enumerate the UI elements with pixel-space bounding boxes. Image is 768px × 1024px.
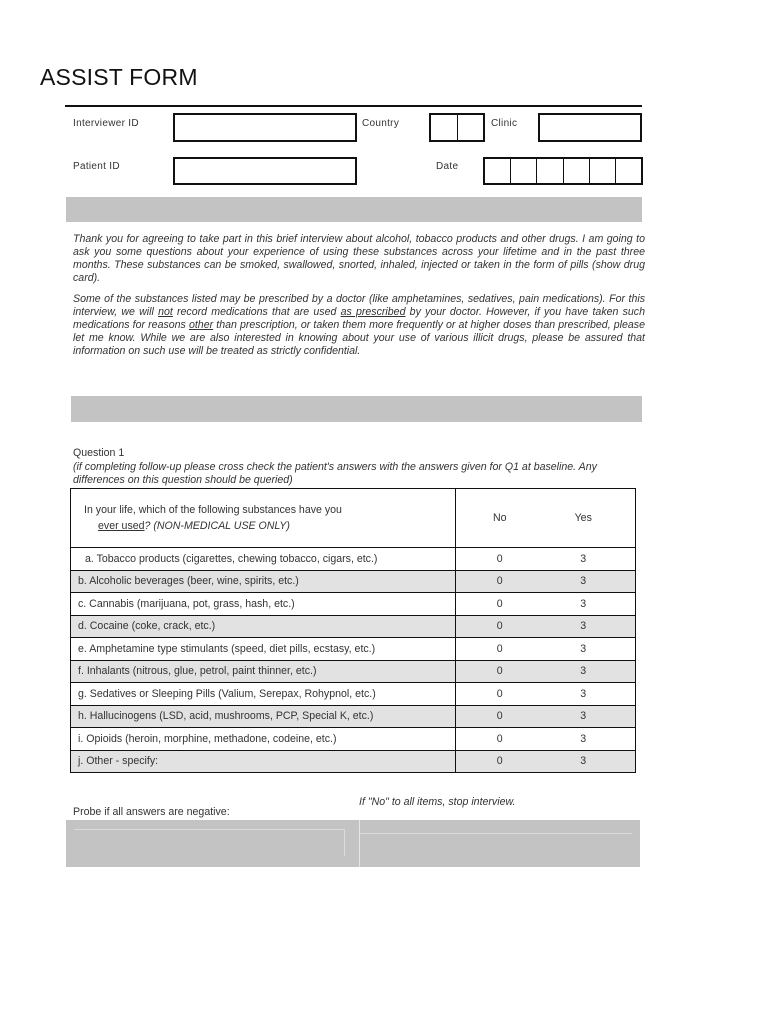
date-digit-box[interactable] xyxy=(511,159,537,183)
substance-label: f. Inhalants (nitrous, glue, petrol, paint thinner, etc.) xyxy=(78,665,317,678)
interviewer-id-label: Interviewer ID xyxy=(73,118,139,129)
answer-no[interactable]: 0 xyxy=(496,620,503,633)
interviewer-id-field[interactable] xyxy=(173,113,357,142)
table-header-row xyxy=(71,489,636,548)
date-digit-box[interactable] xyxy=(616,159,641,183)
table-row xyxy=(71,683,636,706)
probe-box-divider xyxy=(359,820,360,867)
answer-yes[interactable]: 3 xyxy=(580,552,587,565)
country-label: Country xyxy=(362,118,400,129)
question-qualifier: ? (NON-MEDICAL USE ONLY) xyxy=(144,520,290,532)
medication-text: record medications that are used xyxy=(172,306,341,318)
answer-no[interactable]: 0 xyxy=(496,687,503,700)
title-divider xyxy=(65,105,642,107)
answer-no[interactable]: 0 xyxy=(496,755,503,768)
substance-label: c. Cannabis (marijuana, pot, grass, hash, etc.) xyxy=(78,597,295,610)
substance-label: e. Amphetamine type stimulants (speed, diet pills, ecstasy, etc.) xyxy=(78,642,376,655)
table-row xyxy=(71,548,636,571)
answer-no[interactable]: 0 xyxy=(496,575,503,588)
date-field[interactable] xyxy=(483,157,643,185)
answer-yes[interactable]: 3 xyxy=(580,665,587,678)
substance-label: j. Other - specify: xyxy=(78,755,159,768)
probe-label: Probe if all answers are negative: xyxy=(73,806,230,818)
answer-yes[interactable]: 3 xyxy=(580,687,587,700)
probe-box-line xyxy=(360,833,632,834)
question-line: In your life, which of the following substances have you xyxy=(84,504,342,516)
substance-label: a. Tobacco products (cigarettes, chewing tobacco, cigars, etc.) xyxy=(85,552,378,565)
no-column-header: No xyxy=(492,512,507,524)
answer-yes[interactable]: 3 xyxy=(580,732,587,745)
answer-no[interactable]: 0 xyxy=(496,732,503,745)
question-1-label: Question 1 xyxy=(73,447,125,459)
substance-label: i. Opioids (heroin, morphine, methadone, codeine, etc.) xyxy=(78,732,337,745)
answer-yes[interactable]: 3 xyxy=(580,620,587,633)
date-digit-box[interactable] xyxy=(537,159,563,183)
answer-no[interactable]: 0 xyxy=(496,665,503,678)
substance-label: d. Cocaine (coke, crack, etc.) xyxy=(78,620,216,633)
answer-no[interactable]: 0 xyxy=(496,597,503,610)
answer-no[interactable]: 0 xyxy=(496,552,503,565)
clinic-label: Clinic xyxy=(491,118,518,129)
date-digit-box[interactable] xyxy=(590,159,616,183)
form-title: ASSIST FORM xyxy=(40,64,198,90)
emphasis-as-prescribed: as prescribed xyxy=(340,306,406,318)
medication-paragraph xyxy=(73,293,645,358)
intro-paragraph: Thank you for agreeing to take part in this brief interview about alcohol, tobacco products and other drugs. I am going to ask you some questions about your experience of using these substances across your lifetime and in the past three months. These substances can be smoked, swallowed, snorted, inhaled, injected or taken in the form of pills (show drug card). xyxy=(73,233,645,284)
answer-yes[interactable]: 3 xyxy=(580,597,587,610)
question-1-table xyxy=(70,488,636,773)
table-row xyxy=(71,638,636,661)
table-row xyxy=(71,750,636,773)
table-row xyxy=(71,705,636,728)
table-row xyxy=(71,615,636,638)
ever-used-label: ever used xyxy=(98,520,145,532)
probe-box-line xyxy=(74,829,344,830)
answer-yes[interactable]: 3 xyxy=(580,710,587,723)
country-digit-box[interactable] xyxy=(458,115,484,140)
probe-box xyxy=(66,820,640,867)
answer-yes[interactable]: 3 xyxy=(580,755,587,768)
question-cell xyxy=(71,489,456,548)
probe-box-line xyxy=(344,829,345,856)
table-row xyxy=(71,660,636,683)
yes-column-header: Yes xyxy=(574,512,592,524)
substance-label: h. Hallucinogens (LSD, acid, mushrooms, PCP, Special K, etc.) xyxy=(78,710,374,723)
section-band xyxy=(66,197,642,222)
answer-header-cell xyxy=(456,489,636,548)
answer-no[interactable]: 0 xyxy=(496,642,503,655)
country-digit-box[interactable] xyxy=(431,115,458,140)
question-1-note: (if completing follow-up please cross check the patient's answers with the answers given for Q1 at baseline. Any differences on this question should be queried) xyxy=(73,461,597,486)
substance-label: g. Sedatives or Sleeping Pills (Valium, Serepax, Rohypnol, etc.) xyxy=(78,687,376,700)
stop-interview-note: If "No" to all items, stop interview. xyxy=(359,796,516,808)
emphasis-other: other xyxy=(188,319,214,331)
clinic-field[interactable] xyxy=(538,113,642,142)
date-digit-box[interactable] xyxy=(564,159,590,183)
answer-yes[interactable]: 3 xyxy=(580,575,587,588)
medication-text: by your doctor. However, if you have taken such medications for reasons xyxy=(73,306,645,331)
patient-id-label: Patient ID xyxy=(73,161,120,172)
date-label: Date xyxy=(436,161,459,172)
table-row xyxy=(71,728,636,751)
patient-id-field[interactable] xyxy=(173,157,357,185)
section-band xyxy=(71,396,642,422)
table-row xyxy=(71,570,636,593)
country-code-field[interactable] xyxy=(429,113,485,142)
medication-text: than prescription, or taken them more frequently or at higher doses than prescribed, please let me know. While we are also interested in knowing about your use of various illicit drugs, please be assured that information on such use will be treated as strictly confidential. xyxy=(73,319,645,357)
substance-label: b. Alcoholic beverages (beer, wine, spirits, etc.) xyxy=(78,575,299,588)
medication-text: Some of the substances listed may be prescribed by a doctor (like amphetamines, sedatives, pain medications). For this interview, we will xyxy=(73,293,645,318)
answer-yes[interactable]: 3 xyxy=(580,642,587,655)
table-row xyxy=(71,593,636,616)
emphasis-not: not xyxy=(158,306,173,318)
date-digit-box[interactable] xyxy=(485,159,511,183)
answer-no[interactable]: 0 xyxy=(496,710,503,723)
